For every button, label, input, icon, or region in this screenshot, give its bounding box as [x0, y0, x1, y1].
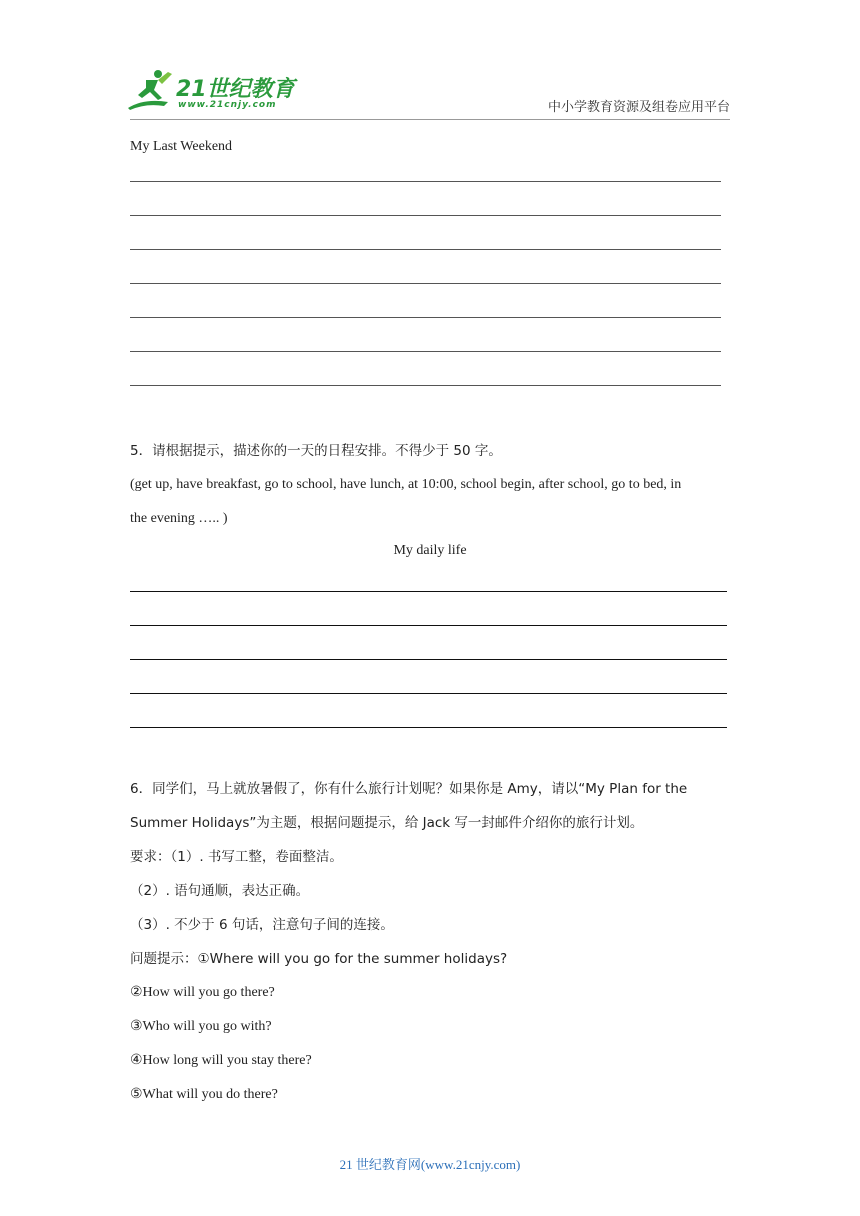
q6-hint-question-2: ②How will you go there? [130, 985, 275, 1000]
q6-hint-question-5: ⑤What will you do there? [130, 1087, 278, 1102]
q6-hint-question-3: ③Who will you go with? [130, 1019, 272, 1034]
q6-hint-question-4: ④How long will you stay there? [130, 1053, 312, 1068]
q6-requirement-1: 要求：（1）. 书写工整，卷面整洁。 [130, 849, 343, 865]
writing-line[interactable] [130, 249, 721, 250]
runner-icon [124, 68, 176, 114]
q5-hint-line2: the evening ….. ) [130, 511, 228, 526]
q6-line1: 6．同学们，马上就放暑假了，你有什么旅行计划呢？如果你是 Amy，请以“My Plan for the [130, 781, 688, 797]
writing-line[interactable] [130, 351, 721, 352]
essay-title-last-weekend: My Last Weekend [130, 139, 233, 154]
writing-line[interactable] [130, 215, 721, 216]
q5-hint-line1: (get up, have breakfast, go to school, have lunch, at 10:00, school begin, after school, go to bed, in [130, 477, 682, 492]
writing-line[interactable] [130, 625, 727, 626]
writing-line[interactable] [130, 727, 727, 728]
q6-requirement-3: （3）. 不少于 6 句话，注意句子间的连接。 [130, 917, 394, 933]
writing-line[interactable] [130, 659, 727, 660]
q6-hint-question-1: 问题提示：①Where will you go for the summer holidays? [130, 951, 508, 967]
q6-line2: Summer Holidays”为主题，根据问题提示，给 Jack 写一封邮件介绍你的旅行计划。 [130, 815, 644, 831]
logo-url: www.21cnjy.com [178, 100, 277, 110]
footer-link[interactable]: 21 世纪教育网(www.21cnjy.com) [339, 1157, 521, 1172]
header-divider [130, 119, 730, 120]
q5-essay-title: My daily life [393, 543, 467, 558]
writing-line[interactable] [130, 317, 721, 318]
writing-line[interactable] [130, 693, 727, 694]
q6-requirement-2: （2）. 语句通顺，表达正确。 [130, 883, 310, 899]
writing-line[interactable] [130, 591, 727, 592]
writing-line[interactable] [130, 385, 721, 386]
platform-name: 中小学教育资源及组卷应用平台 [547, 100, 730, 115]
writing-line[interactable] [130, 283, 721, 284]
q5-prompt: 5．请根据提示，描述你的一天的日程安排。不得少于 50 字。 [130, 443, 502, 459]
writing-line[interactable] [130, 181, 721, 182]
site-logo [124, 68, 294, 116]
logo-text: 21世纪教育 [176, 77, 295, 102]
